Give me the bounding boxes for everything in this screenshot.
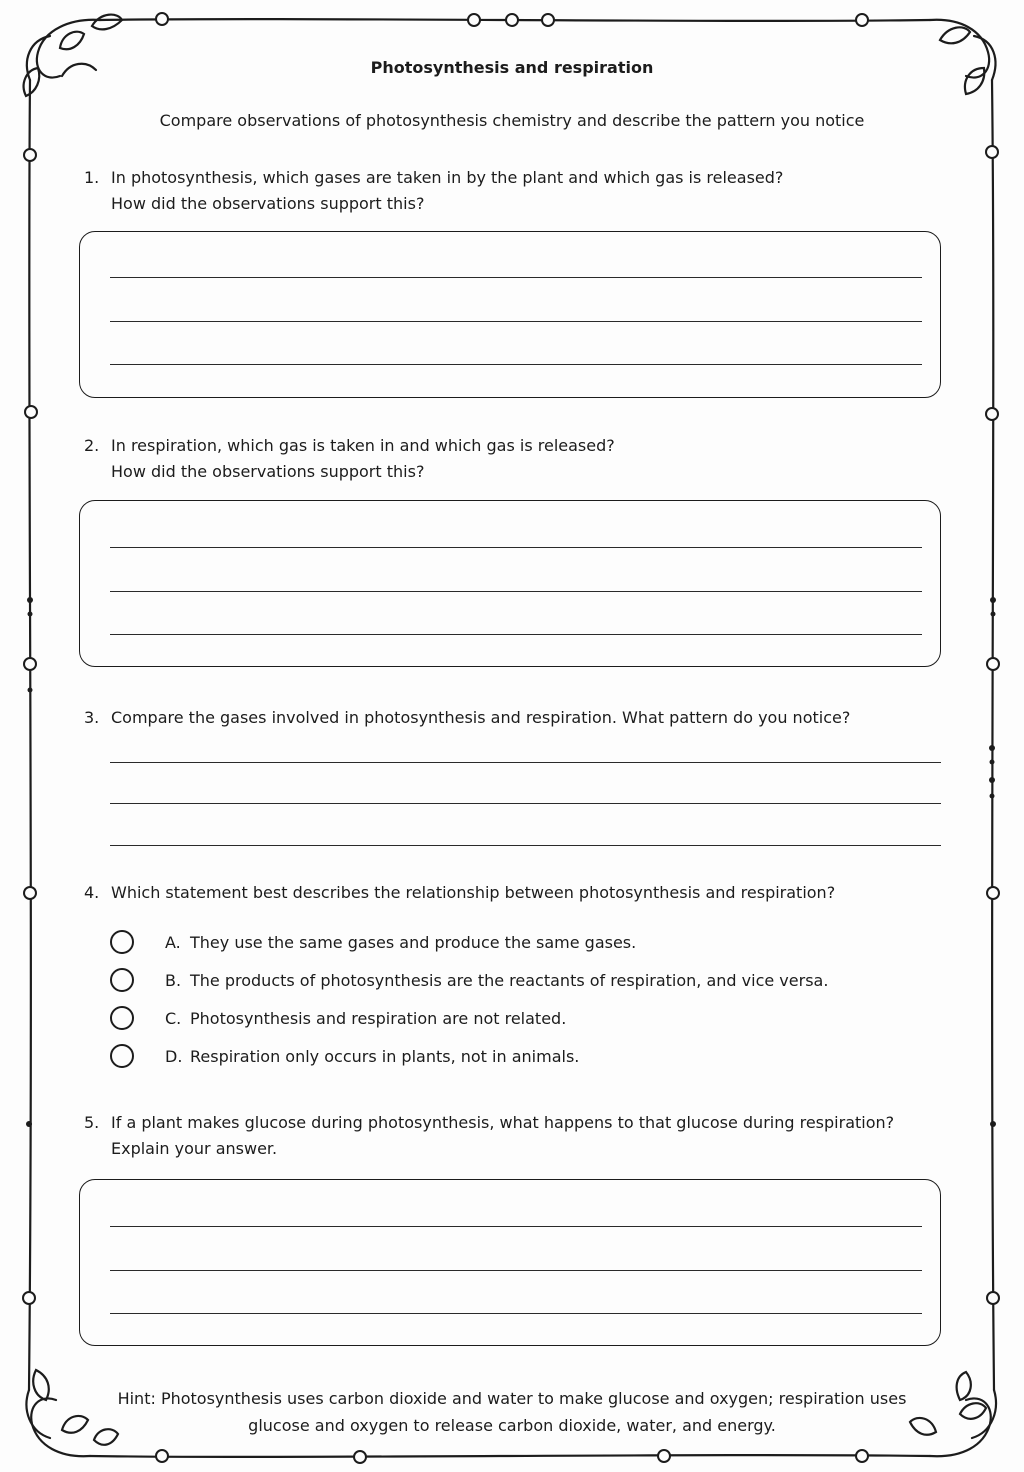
hint-text — [112, 1385, 912, 1439]
answer-box-2[interactable] — [79, 500, 941, 667]
writing-line[interactable] — [110, 762, 941, 763]
writing-line[interactable] — [110, 803, 941, 804]
ring-knot-icon — [23, 1292, 35, 1304]
leaf-icon — [910, 1418, 936, 1435]
option-letter: C. — [165, 1009, 182, 1028]
question-text: Which statement best describes the relationship between photosynthesis and respiration? — [111, 883, 836, 902]
option-letter: A. — [165, 933, 181, 952]
option-letter: D. — [165, 1047, 183, 1066]
writing-line[interactable] — [110, 547, 922, 548]
question-number: 2. — [84, 436, 100, 455]
ring-knot-icon — [24, 887, 36, 899]
ring-knot-icon — [25, 406, 37, 418]
answer-box-1[interactable] — [79, 231, 941, 398]
radio-button[interactable] — [110, 1006, 134, 1030]
writing-line[interactable] — [110, 1270, 922, 1271]
question-text: In photosynthesis, which gases are taken in by the plant and which gas is released? — [111, 168, 784, 187]
leaf-icon — [940, 27, 970, 43]
ring-knot-icon — [658, 1450, 670, 1462]
option-text: The products of photosynthesis are the reactants of respiration, and vice versa. — [190, 971, 829, 990]
leaf-icon — [92, 15, 122, 30]
worksheet-title: Photosynthesis and respiration — [370, 58, 654, 77]
writing-line[interactable] — [110, 1226, 922, 1227]
question-text: Compare the gases involved in photosynthesis and respiration. What pattern do you notice? — [111, 708, 851, 727]
ring-knot-icon — [156, 13, 168, 25]
border-right-line — [992, 80, 994, 1390]
question-text: If a plant makes glucose during photosynthesis, what happens to that glucose during respiration? — [111, 1113, 895, 1132]
hint-line-1: Hint: Photosynthesis uses carbon dioxide and water to make glucose and oxygen; respiration uses — [117, 1389, 907, 1408]
question-number: 1. — [84, 168, 100, 187]
ring-knot-icon — [24, 658, 36, 670]
question-5 — [84, 1110, 924, 1162]
writing-line[interactable] — [110, 1313, 922, 1314]
ring-knot-icon — [506, 14, 518, 26]
ring-knot-icon — [856, 14, 868, 26]
radio-button[interactable] — [110, 930, 134, 954]
question-number: 5. — [84, 1113, 100, 1132]
leaf-icon — [957, 1372, 971, 1400]
question-1 — [84, 165, 924, 217]
question-text-line-2: Explain your answer. — [111, 1139, 278, 1158]
option-text: They use the same gases and produce the same gases. — [190, 933, 637, 952]
question-text-line-2: How did the observations support this? — [111, 194, 425, 213]
writing-line[interactable] — [110, 591, 922, 592]
ring-knot-icon — [987, 887, 999, 899]
option-letter: B. — [165, 971, 182, 990]
ring-knot-icon — [354, 1451, 366, 1463]
ring-knot-icon — [542, 14, 554, 26]
writing-line[interactable] — [110, 321, 922, 322]
radio-button[interactable] — [110, 1044, 134, 1068]
leaf-icon — [960, 1403, 986, 1419]
question-2 — [84, 433, 924, 485]
writing-line[interactable] — [110, 634, 922, 635]
question-3 — [84, 705, 924, 731]
ring-knot-icon — [156, 1450, 168, 1462]
question-number: 3. — [84, 708, 100, 727]
ring-knot-icon — [986, 146, 998, 158]
ring-knot-icon — [987, 658, 999, 670]
question-4 — [84, 880, 924, 906]
radio-button[interactable] — [110, 968, 134, 992]
option-text: Respiration only occurs in plants, not in animals. — [190, 1047, 580, 1066]
ring-knot-icon — [24, 149, 36, 161]
question-text: In respiration, which gas is taken in and which gas is released? — [111, 436, 615, 455]
ring-knot-icon — [986, 408, 998, 420]
border-left-line — [29, 80, 31, 1390]
writing-line[interactable] — [110, 277, 922, 278]
writing-line[interactable] — [110, 845, 941, 846]
hint-line-2: glucose and oxygen to release carbon dioxide, water, and energy. — [248, 1416, 776, 1435]
worksheet-subtitle: Compare observations of photosynthesis chemistry and describe the pattern you notice — [159, 111, 865, 130]
writing-line[interactable] — [110, 364, 922, 365]
option-text: Photosynthesis and respiration are not related. — [190, 1009, 567, 1028]
leaf-icon — [33, 1370, 49, 1400]
ring-knot-icon — [856, 1450, 868, 1462]
question-text-line-2: How did the observations support this? — [111, 462, 425, 481]
leaf-icon — [62, 1416, 88, 1433]
answer-box-5[interactable] — [79, 1179, 941, 1346]
ring-knot-icon — [468, 14, 480, 26]
border-bottom-line — [90, 1455, 930, 1457]
ring-knot-icon — [987, 1292, 999, 1304]
question-number: 4. — [84, 883, 100, 902]
leaf-icon — [60, 32, 84, 50]
